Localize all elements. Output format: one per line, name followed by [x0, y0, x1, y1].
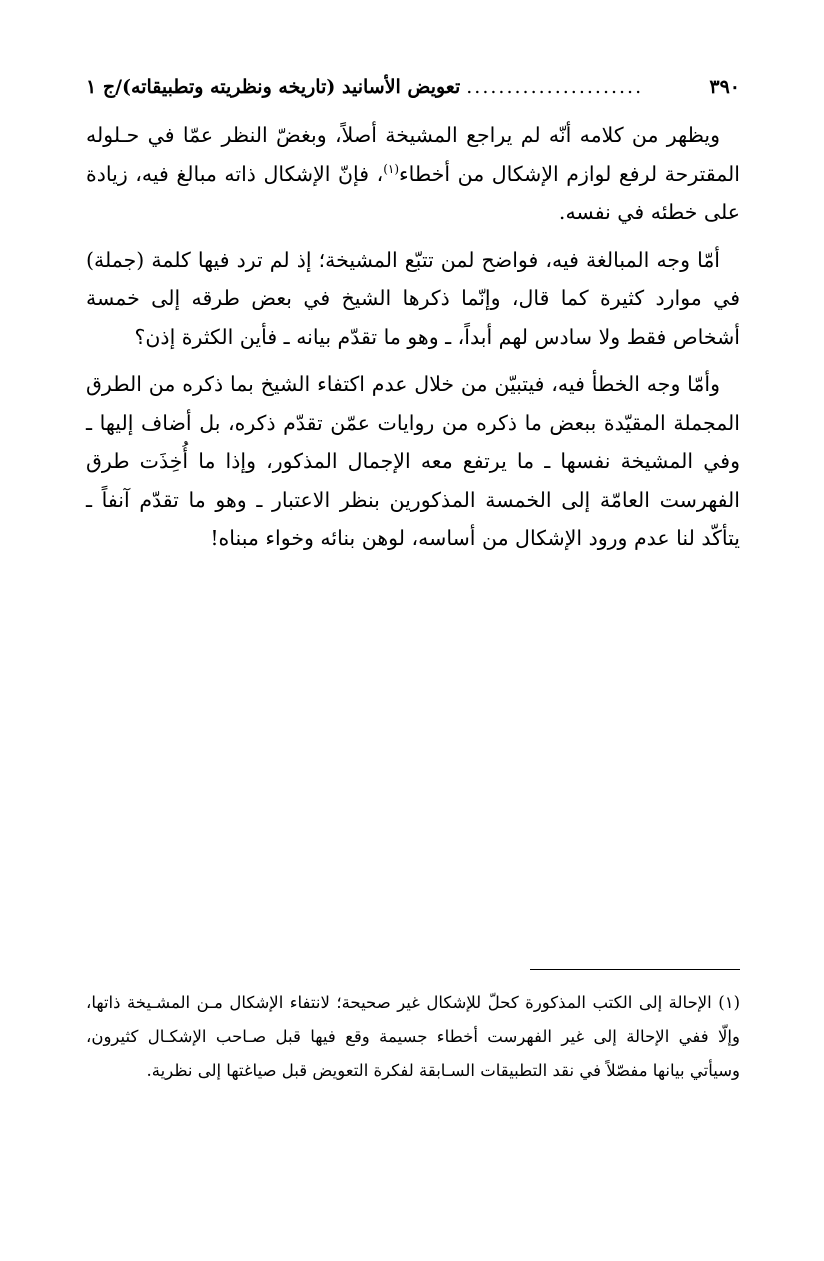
paragraph-text: وأمّا وجه الخطأ فيه، فيتبيّن من خلال عدم اكتفاء الشيخ بما ذكره من الطرق المجملة المقيّدة ببعض ما ذكره من روايات عمّن تقدّم ذكره، بل أضاف إليها ـ وفي المشيخة نفسها ـ ما يرتفع معه الإجمال المذكور، وإذا ما أُخِذَت طرق الفهرست العامّة إلى الخمسة المذكورين بنظر الاعتبار ـ وهو ما تقدّم آنفاً ـ يتأكّد لنا عدم ورود الإشكال من أساسه، لوهن بنائه وخواء مبناه! — [86, 372, 740, 550]
dot-leader: ...................... — [466, 76, 644, 98]
running-header — [86, 76, 740, 110]
paragraph-3 — [86, 365, 740, 558]
book-title: تعويض الأسانيد (تاريخه ونظريته وتطبيقاته)/ج ١ — [86, 76, 461, 98]
paragraph-2 — [86, 241, 740, 357]
paragraph-text: أمّا وجه المبالغة فيه، فواضح لمن تتبّع المشيخة؛ إذ لم ترد فيها كلمة (جملة) في موارد كثيرة كما قال، وإنّما ذكرها الشيخ في بعض طرقه إلى خمسة أشخاص فقط ولا سادس لهم أبداً، ـ وهو ما تقدّم بيانه ـ فأين الكثرة إذن؟ — [86, 247, 740, 349]
footnote-marker: (١) — [718, 993, 741, 1012]
footnote-separator — [530, 969, 740, 970]
footnote-1 — [86, 986, 740, 1088]
paragraph-1 — [86, 116, 740, 232]
paragraph-text: ويظهر من كلامه أنّه لم يراجع المشيخة أصلاً، وبغضّ النظر عمّا في حـلوله المقترحة لرفع لوازم الإشكال من أخطاء — [86, 123, 740, 186]
footnote-reference[interactable]: (١) — [383, 161, 400, 176]
footnote-text: الإحالة إلى الكتب المذكورة كحلّ للإشكال غير صحيحة؛ لانتفاء الإشكال مـن المشـيخة ذاتها، وإلّا ففي الإحالة إلى غير الفهرست أخطاء جسيمة وقع فيها قبل صـاحب الإشكـال كثيرون، وسيأتي بيانها مفصّلاً في نقد التطبيقات السـابقة لفكرة التعويض قبل صياغتها إلى نظرية. — [86, 993, 740, 1080]
paragraph-text: ، فإنّ الإشكال ذاته مبالغ فيه، زيادة على خطئه في نفسه. — [86, 161, 740, 224]
body-text — [86, 116, 740, 558]
page-number: ٣٩٠ — [709, 76, 740, 98]
book-page — [86, 76, 740, 1236]
